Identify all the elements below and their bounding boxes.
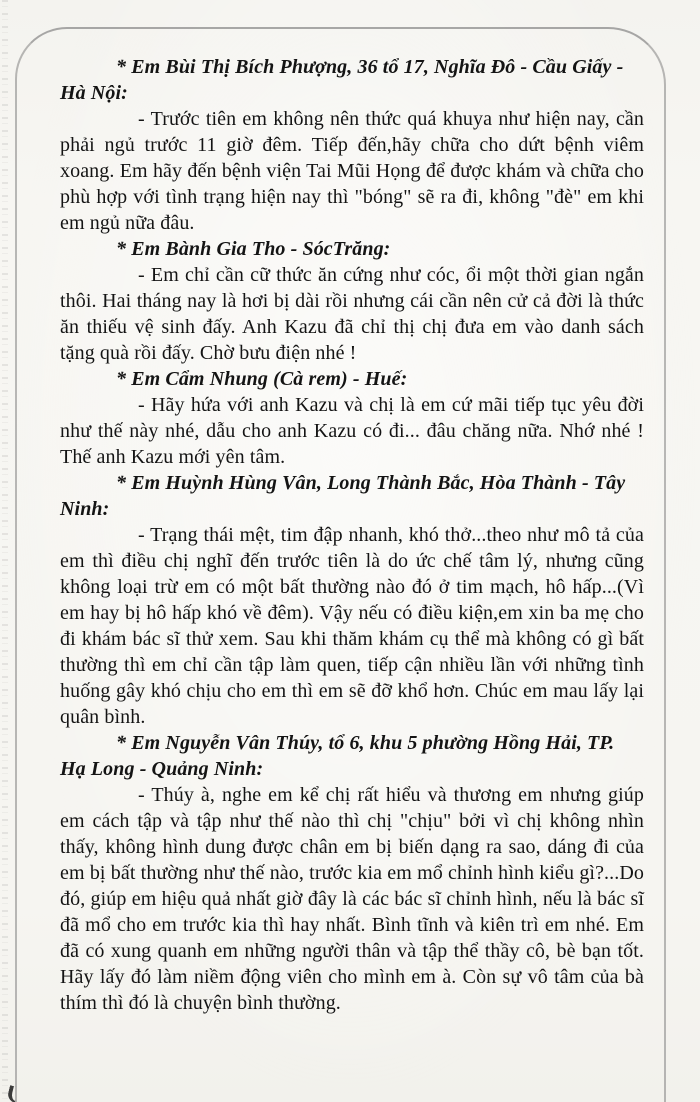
reply-paragraph: - Trước tiên em không nên thức quá khuya như hiện nay, cần phải ngủ trước 11 giờ đêm. Tiếp đến,hãy chữa cho dứt bệnh viêm xoang. Em hãy đến bệnh viện Tai Mũi Họng để được khám và chữa cho phù hợp với tình trạng hiện nay thì "bóng" sẽ ra đi, không "đè" em khi em ngủ nữa đâu. [60, 108, 644, 234]
reader-name-heading: * Em Bùi Thị Bích Phượng, 36 tổ 17, Nghĩa Đô - Cầu Giấy - Hà Nội: [60, 56, 624, 104]
letter-section [60, 236, 644, 366]
reply-paragraph: - Hãy hứa với anh Kazu và chị là em cứ mãi tiếp tục yêu đời như thế này nhé, dẫu cho anh Kazu có đi... đâu chăng nữa. Nhớ nhé ! Thế anh Kazu mới yên tâm. [60, 394, 644, 468]
letter-section [60, 54, 644, 236]
reply-paragraph: - Em chỉ cần cữ thức ăn cứng như cóc, ổi một thời gian ngắn thôi. Hai tháng nay là hơi bị dài rồi nhưng cái cần nên cử cả đời là thức ăn thiếu vệ sinh đấy. Anh Kazu đã chỉ thị chị đưa em vào danh sách tặng quà rồi đấy. Chờ bưu điện nhé ! [60, 264, 644, 364]
reader-name-heading: * Em Nguyễn Vân Thúy, tổ 6, khu 5 phường Hồng Hải, TP. Hạ Long - Quảng Ninh: [60, 732, 615, 780]
letter-section [60, 366, 644, 470]
reader-name-heading: * Em Huỳnh Hùng Vân, Long Thành Bắc, Hòa Thành - Tây Ninh: [60, 472, 626, 520]
letter-section [60, 470, 644, 730]
scan-edge-artifact [2, 0, 8, 1102]
reply-paragraph: - Trạng thái mệt, tim đập nhanh, khó thở...theo như mô tả của em thì điều chị nghĩ đến trước tiên là do ức chế tâm lý, nhưng cũng không loại trừ em có một bất thường nào đó ở tim mạch, hô hấp...(Vì em hay bị hô hấp khó về đêm). Vậy nếu có điều kiện,em xin ba mẹ cho đi khám bác sĩ thử xem. Sau khi thăm khám cụ thể mà không có gì bất thường thì em chỉ cần tập làm quen, tiếp cận nhiều lần với những tình huống gây khó chịu cho em thì em sẽ đỡ khổ hơn. Chúc em mau lấy lại quân bình. [60, 524, 644, 728]
text-content [60, 54, 644, 1016]
reader-name-heading: * Em Bành Gia Tho - SócTrăng: [116, 238, 391, 260]
reader-name-heading: * Em Cẩm Nhung (Cà rem) - Huế: [116, 368, 408, 390]
reply-paragraph: - Thúy à, nghe em kể chị rất hiểu và thương em nhưng giúp em cách tập và tập như thế nào thì chị "chịu" bởi vì chị không nhìn thấy, không hình dung được chân em bị biến dạng ra sao, dáng đi của em bị bất thường như thế nào, trước kia em mổ chỉnh hình kiểu gì?...Do đó, giúp em hiệu quả nhất giờ đây là các bác sĩ chỉnh hình, nếu là bác sĩ đã mổ cho em trước kia thì hay nhất. Bình tĩnh và kiên trì em nhé. Em đã có xung quanh em những người thân và tập thể thầy cô, bè bạn tốt. Hãy lấy đó làm niềm động viên cho mình em à. Còn sự vô tâm của bà thím thì đó là chuyện bình thường. [60, 784, 644, 1014]
ink-mark [6, 1085, 19, 1102]
letter-section [60, 730, 644, 1016]
